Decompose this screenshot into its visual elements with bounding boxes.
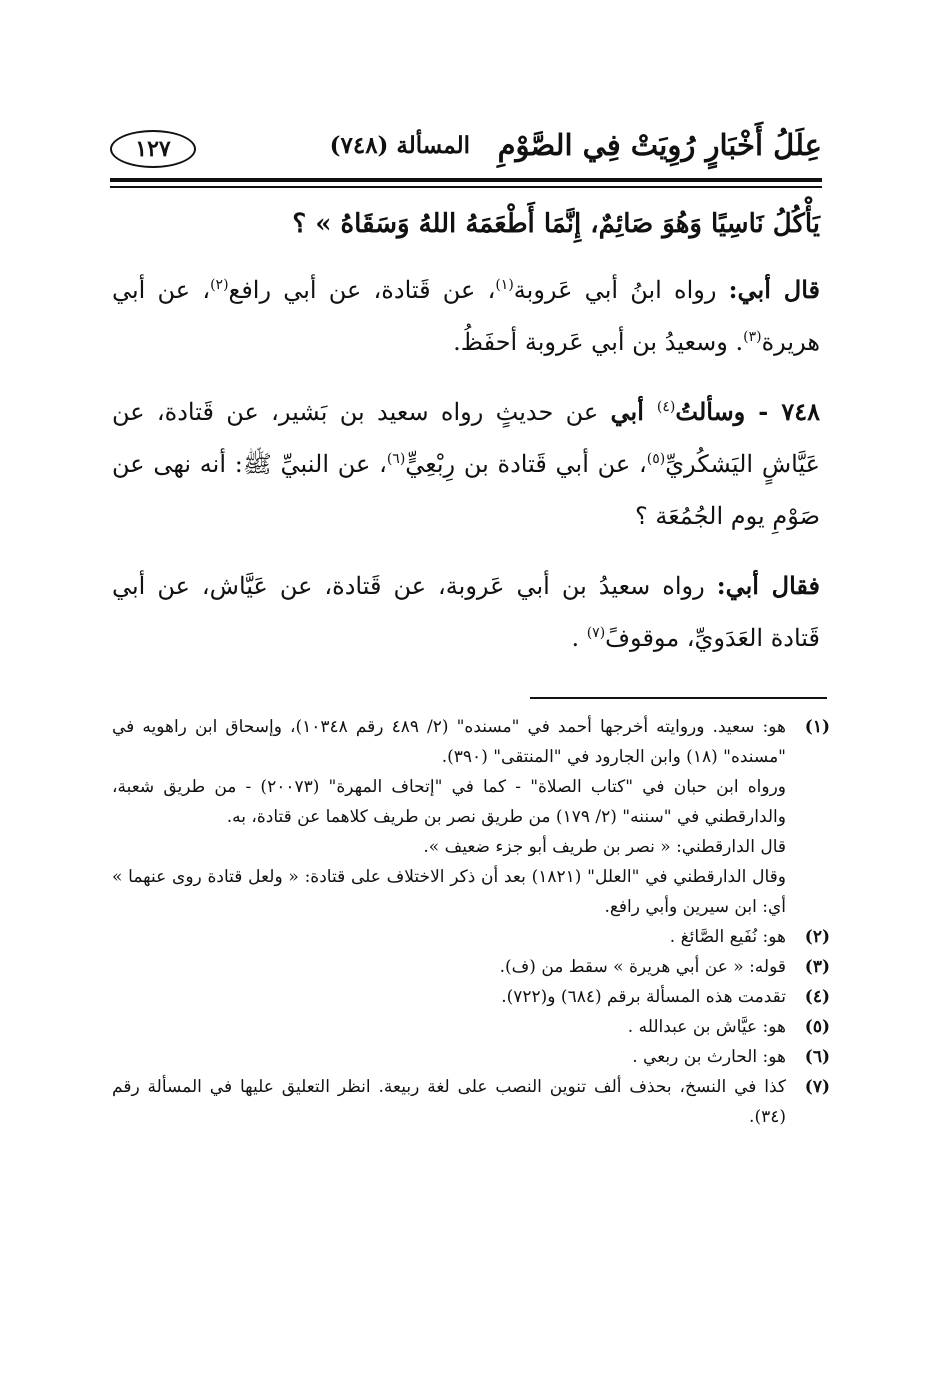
footnote-ref: (٧)	[586, 625, 606, 641]
text-span: ، عن النبيِّ ﷺ: أنه نهى عن صَوْمِ يوم الجُمُعَة ؟	[112, 450, 820, 530]
footnote-ref: (٤)	[656, 399, 676, 415]
footnote	[112, 922, 830, 952]
issue-heading: ٧٤٨ - وسألتُ	[675, 397, 820, 426]
footnote-number: (٤)	[804, 987, 830, 1007]
footnote-line: ورواه ابن حبان في "كتاب الصلاة" - كما في "إتحاف المهرة" (٢٠٠٧٣) - من طريق شعبة، والدارقطني في "سننه" (٢/ ١٧٩) من طريق نصر بن طريف كلاهما عن قتادة، به.	[112, 777, 786, 827]
main-text	[112, 198, 820, 682]
text-span: ، عن قَتادة، عن أبي رافع	[228, 276, 496, 304]
footnote	[112, 1012, 830, 1042]
speaker-label: فقال أبي:	[716, 571, 820, 600]
text-span: رواه ابنُ أبي عَروبة	[513, 276, 729, 304]
footnote-line: هو: نُفَيع الصَّائغ .	[669, 927, 786, 947]
text-span: .	[571, 624, 587, 652]
footnote	[112, 712, 830, 922]
footnote-line: وقال الدارقطني في "العلل" (١٨٢١) بعد أن ذكر الاختلاف على قتادة: « ولعل قتادة روى عنهما » أي: ابن سيرين وأبي رافع.	[112, 867, 786, 917]
text-span: عن حديثٍ رواه سعيد بن بَشير، عن قَتادة، عن عَيَّاشٍ اليَشكُريِّ	[112, 398, 821, 478]
footnote-line: هو: سعيد. وروايته أخرجها أحمد في "مسنده" (٢/ ٤٨٩ رقم ١٠٣٤٨)، وإسحاق ابن راهويه في "مسنده" (١٨) وابن الجارود في "المنتقى" (٣٩٠).	[112, 717, 786, 767]
footnote-ref: (١)	[495, 277, 514, 293]
footnote	[112, 1072, 830, 1132]
paragraph-1	[112, 264, 820, 368]
footnote-body	[112, 1012, 786, 1042]
footnote	[112, 982, 830, 1012]
running-title: عِلَلُ أَخْبَارٍ رُوِيَتْ فِي الصَّوْمِ	[497, 128, 822, 162]
footnote	[112, 1042, 830, 1072]
speaker-label: قال أبي:	[728, 275, 821, 304]
text-span: ، عن أبي قَتادة بن رِبْعِيٍّ	[405, 450, 647, 478]
footnote-ref: (٦)	[386, 451, 406, 467]
footnote-body	[112, 1072, 786, 1132]
footnote-body	[112, 952, 786, 982]
footnote-line: كذا في النسخ، بحذف ألف تنوين النصب على لغة ربيعة. انظر التعليق عليها في المسألة رقم (٣٤).	[112, 1077, 786, 1127]
footnote-body	[112, 922, 786, 952]
footnote-separator	[530, 697, 827, 699]
footnote-number: (٥)	[804, 1017, 830, 1037]
footnote	[112, 952, 830, 982]
footnotes	[112, 712, 830, 1132]
footnote-number: (٢)	[804, 927, 830, 947]
footnote-ref: (٣)	[743, 329, 762, 345]
text-span: . وسعيدُ بن أبي عَروبة أحفَظُ.	[453, 328, 744, 356]
footnote-number: (٦)	[804, 1047, 830, 1067]
header-rule-thick	[110, 178, 822, 182]
footnote-line: هو: الحارث بن ربعي .	[632, 1047, 786, 1067]
footnote-body	[112, 982, 786, 1012]
footnote-body	[112, 1042, 786, 1072]
header-rule-thin	[110, 186, 822, 188]
footnote-line: قوله: « عن أبي هريرة » سقط من (ف).	[499, 957, 786, 977]
footnote-number: (٣)	[804, 957, 830, 977]
text-span: رواه سعيدُ بن أبي عَروبة، عن قَتادة، عن عَيَّاش، عن أبي قَتادة العَدَويِّ، موقوفً	[112, 572, 820, 652]
issue-label: المسألة (٧٤٨)	[329, 132, 470, 159]
footnote-ref: (٢)	[210, 277, 229, 293]
footnote-body	[112, 712, 786, 922]
page-header	[110, 128, 822, 180]
speaker-label: أبي	[610, 397, 657, 426]
footnote-line: قال الدارقطني: « نصر بن طريف أبو جزء ضعيف ».	[423, 837, 786, 857]
footnote-line: تقدمت هذه المسألة برقم (٦٨٤) و(٧٢٢).	[501, 987, 786, 1007]
footnote-line: هو: عيَّاش بن عبدالله .	[627, 1017, 786, 1037]
footnote-number: (٧)	[804, 1077, 830, 1097]
footnote-number: (١)	[804, 717, 830, 737]
paragraph-2	[112, 386, 820, 542]
paragraph-3	[112, 560, 820, 664]
page-number: ١٢٧	[110, 130, 196, 168]
footnote-ref: (٥)	[646, 451, 666, 467]
text-span: ، عن أبي هريرة	[112, 276, 820, 356]
opening-line: يَأْكُلُ نَاسِيًا وَهُوَ صَائِمٌ، إِنَّمَا أَطْعَمَهُ اللهُ وَسَقَاهُ » ؟	[292, 209, 820, 239]
